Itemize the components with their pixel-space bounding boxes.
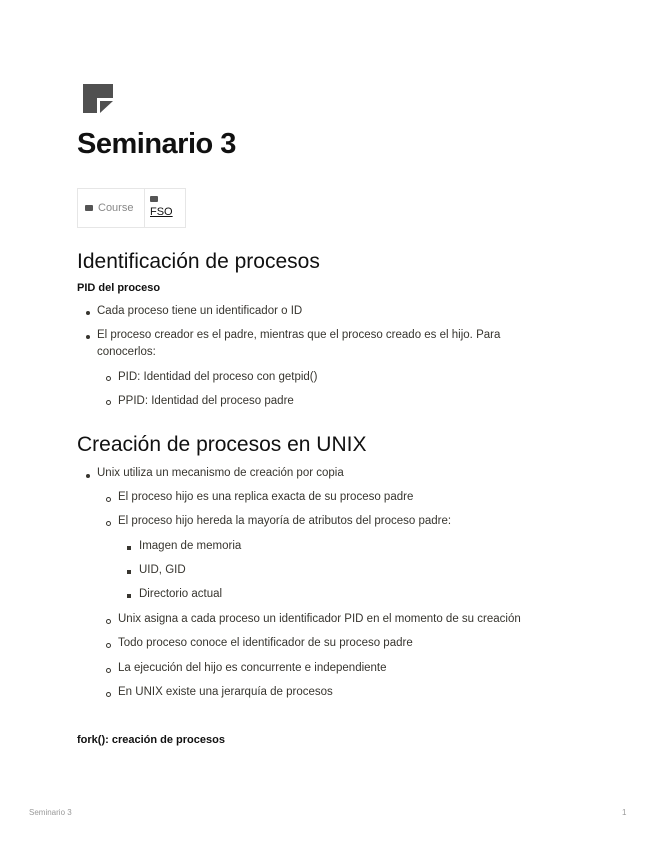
bullet (106, 497, 111, 502)
page-icon (83, 84, 113, 113)
list-item: Cada proceso tiene un identificador o ID (97, 305, 303, 317)
page-number: 1 (622, 808, 627, 817)
list-item: Directorio actual (139, 588, 223, 600)
bullet (106, 376, 111, 381)
section-heading: Creación de procesos en UNIX (77, 433, 367, 456)
section-heading: Identificación de procesos (77, 250, 320, 273)
list-item: El proceso hijo hereda la mayoría de atributos del proceso padre: (118, 515, 452, 527)
list-item: Todo proceso conoce el identificador de su proceso padre (118, 637, 413, 649)
property-label: Course (78, 189, 145, 227)
bullet (86, 474, 90, 478)
list-item: Unix utiliza un mecanismo de creación por copia (97, 467, 344, 479)
bullet (86, 311, 90, 315)
list-item: El proceso creador es el padre, mientras que el proceso creado es el hijo. Para (97, 329, 501, 341)
bullet (106, 643, 111, 648)
list-item: Unix asigna a cada proceso un identificador PID en el momento de su creación (118, 613, 521, 625)
bullet (127, 570, 131, 574)
bullet (106, 619, 111, 624)
list-item-cont: conocerlos: (97, 346, 156, 358)
bullet (106, 400, 111, 405)
list-item: El proceso hijo es una replica exacta de su proceso padre (118, 491, 414, 503)
book-icon (150, 196, 158, 202)
bullet (127, 594, 131, 598)
course-link[interactable]: FSO (150, 206, 173, 218)
bullet (106, 668, 111, 673)
list-item: PID: Identidad del proceso con getpid() (118, 371, 318, 383)
property-value (145, 189, 185, 227)
list-item: Imagen de memoria (139, 540, 242, 552)
subheading: fork(): creación de procesos (77, 734, 225, 746)
bullet (86, 335, 90, 339)
book-icon (85, 205, 93, 211)
bullet (127, 546, 131, 550)
subheading: PID del proceso (77, 282, 161, 294)
footer-title: Seminario 3 (29, 808, 72, 817)
page-title: Seminario 3 (77, 128, 236, 160)
list-item: PPID: Identidad del proceso padre (118, 395, 294, 407)
bullet (106, 521, 111, 526)
list-item: En UNIX existe una jerarquía de procesos (118, 686, 333, 698)
bullet (106, 692, 111, 697)
list-item: La ejecución del hijo es concurrente e independiente (118, 662, 387, 674)
properties-table (77, 188, 186, 228)
list-item: UID, GID (139, 564, 186, 576)
